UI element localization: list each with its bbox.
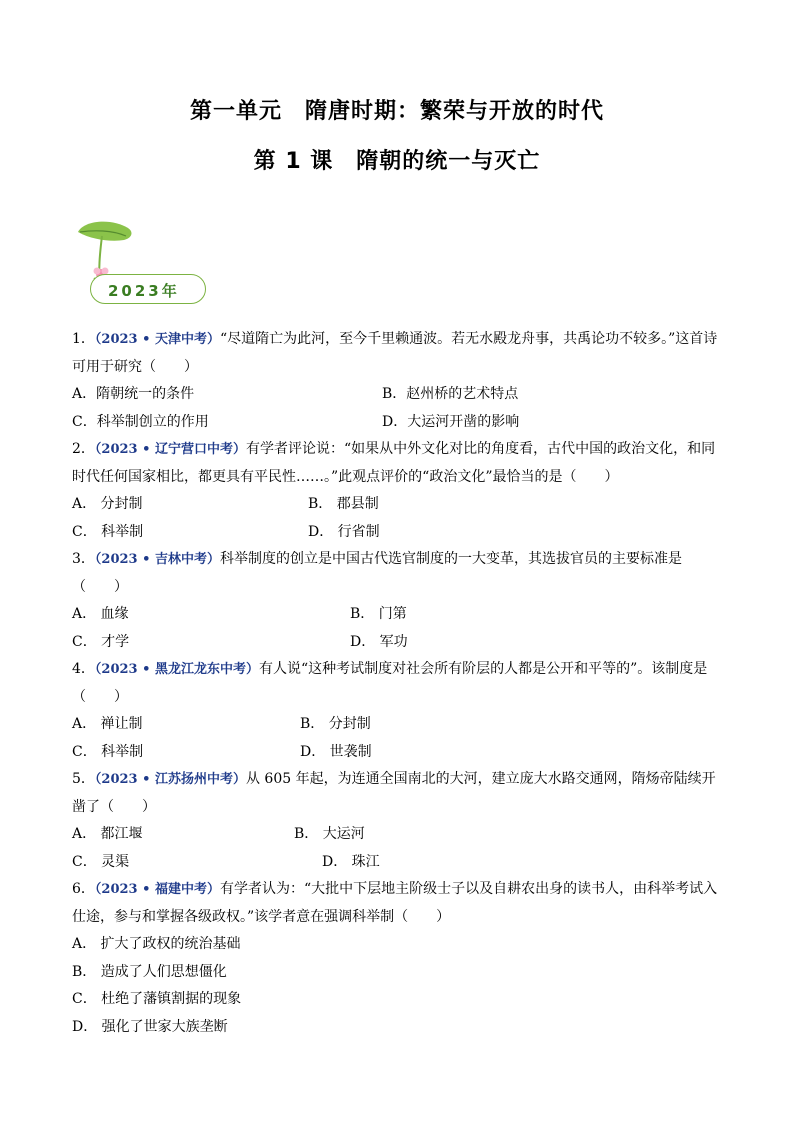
question-number: 6． [72,881,95,897]
question-text: 从 605 年起，为连通全国南北的大河，建立庞大水路交通网，隋炀帝陆续开凿了（ ） [72,771,716,815]
year-label: 2023年 [108,282,180,300]
question-source: （2023 • 辽宁营口中考） [94,442,246,457]
question-source: （2023 • 天津中考） [94,332,220,347]
question-source: （2023 • 黑龙江龙东中考） [94,662,259,677]
option-d[interactable]: D．大运河开凿的影响 [382,413,520,430]
option-d[interactable]: D． 行省制 [308,523,380,540]
option-a[interactable]: A． 血缘 [72,606,129,622]
option-b[interactable]: B． 门第 [350,606,407,622]
question-number: 5． [72,771,95,787]
option-c[interactable]: C． 灵渠 [72,853,130,870]
option-a[interactable]: A． 禅让制 [72,716,143,732]
lesson-title: 第 1 课 隋朝的统一与灭亡 [253,149,541,174]
question-number: 1． [72,331,95,347]
option-b[interactable]: B． 郡县制 [308,496,379,512]
question-text: “尽道隋亡为此河，至今千里赖通波。若无水殿龙舟事，共禹论功不较多。”这首诗可用于研究（ ） [72,331,718,375]
option-d[interactable]: D． 世袭制 [300,743,372,760]
option-b[interactable]: B． 大运河 [294,826,365,842]
year-badge [72,218,214,310]
option-a[interactable]: A． 扩大了政权的统治基础 [72,936,241,952]
option-d[interactable]: D． 军功 [350,633,408,650]
option-a[interactable]: A． 分封制 [72,496,143,512]
option-c[interactable]: C． 才学 [72,633,130,650]
question-text: 科举制度的创立是中国古代选官制度的一大变革，其选拔官员的主要标准是（ ） [72,551,682,595]
unit-title: 第一单元 隋唐时期：繁荣与开放的时代 [189,99,604,124]
question-text: 有学者认为：“大批中下层地主阶级士子以及自耕农出身的读书人，由科举考试入仕途，参与和掌握各级政权。”该学者意在强调科举制（ ） [72,881,718,925]
question-3 [72,546,724,656]
option-b[interactable]: B． 分封制 [300,716,371,732]
question-text: 有人说“这种考试制度对社会所有阶层的人都是公开和平等的”。该制度是（ ） [72,661,708,705]
question-number: 4． [72,661,95,677]
question-source: （2023 • 吉林中考） [94,552,220,567]
option-c[interactable]: C． 杜绝了藩镇割据的现象 [72,991,242,1007]
option-d[interactable]: D． 强化了世家大族垄断 [72,1018,228,1035]
question-2 [72,436,724,546]
option-b[interactable]: B． 造成了人们思想僵化 [72,963,227,980]
question-text: 有学者评论说：“如果从中外文化对比的角度看，古代中国的政治文化，和同时代任何国家相比，都更具有平民性……。”此观点评价的“政治文化”最恰当的是（ ） [72,441,716,485]
question-source: （2023 • 江苏扬州中考） [94,772,246,787]
question-number: 3． [72,551,95,567]
question-number: 2． [72,441,95,457]
option-a[interactable]: A． 都江堰 [72,826,143,842]
option-c[interactable]: C． 科举制 [72,523,144,540]
option-c[interactable]: C．科举制创立的作用 [72,413,209,430]
question-5 [72,766,724,876]
option-d[interactable]: D． 珠江 [322,853,380,870]
question-4 [72,656,724,766]
question-list [72,326,724,1041]
option-c[interactable]: C． 科举制 [72,743,144,760]
question-6 [72,876,724,1041]
option-b[interactable]: B．赵州桥的艺术特点 [382,386,519,402]
option-a[interactable]: A．隋朝统一的条件 [72,386,195,402]
question-1 [72,326,724,436]
question-source: （2023 • 福建中考） [94,882,220,897]
